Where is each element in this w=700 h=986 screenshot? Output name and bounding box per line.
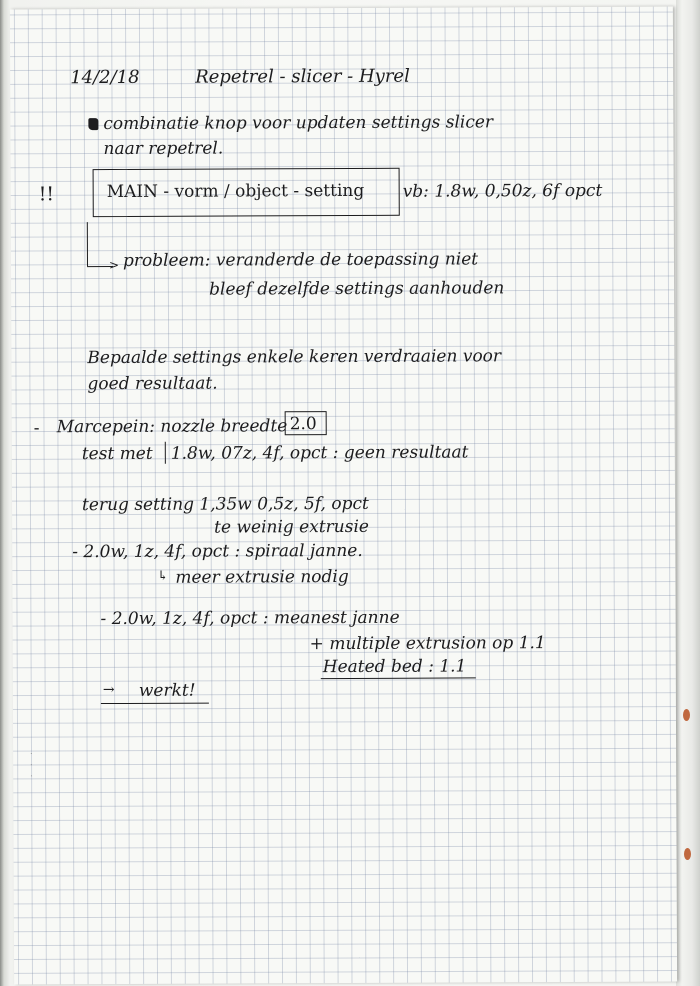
problem-arrow-stem (87, 222, 88, 266)
heated-bed-underline (321, 677, 476, 679)
intro-line-2: naar repetrel. (103, 138, 224, 160)
punch-hole-bottom (684, 848, 691, 860)
attempt-2-note: meer extrusie nodig (175, 566, 349, 588)
attempt-2: - 2.0w, 1z, 4f, opct : spiraal janne. (72, 540, 363, 563)
note-line-1: Bepaalde settings enkele keren verdraaien voor (87, 346, 502, 369)
result-arrow-icon: → (102, 682, 115, 699)
intro-line-1: combinatie knop voor updaten settings slicer (103, 112, 494, 135)
punch-hole-top (683, 709, 690, 721)
result-text: werkt! (138, 680, 196, 701)
problem-line-2: bleef dezelfde settings aanhouden (209, 278, 505, 300)
date: 14/2/18 (70, 66, 140, 89)
test-line-1-prefix: Marcepein: nozzle breedte (56, 416, 288, 438)
test-line-2-prefix: test met (81, 443, 153, 465)
note-line-2: goed resultaat. (87, 373, 218, 395)
filled-bullet-icon (88, 118, 98, 130)
double-exclamation-marks: !! (38, 183, 55, 206)
attempt-3: - 2.0w, 1z, 4f, opct : meanest janne (100, 607, 400, 630)
grid-paper-page (10, 7, 677, 985)
test-line-2-rest: 1.8w, 07z, 4f, opct : geen resultaat (170, 442, 469, 464)
nozzle-value: 2.0 (289, 414, 317, 435)
attempt-3-note-2: Heated bed : 1.1 (322, 656, 467, 678)
result-underline (101, 703, 209, 705)
notebook-spine (676, 0, 700, 986)
problem-arrow-head-icon: > (108, 257, 120, 273)
page-header: Repetrel - slicer - Hyrel (195, 65, 410, 88)
problem-line-1: probleem: veranderde de toepassing niet (122, 249, 479, 271)
example-settings: vb: 1.8w, 0,50z, 6f opct (402, 180, 603, 202)
attempt-2-arrow-icon: ↳ (157, 568, 169, 584)
test-divider (165, 442, 166, 464)
edge-faint-marks: · · · (27, 749, 37, 778)
attempt-1-note: te weinig extrusie (214, 516, 369, 538)
attempt-3-note-1: + multiple extrusion op 1.1 (309, 633, 546, 655)
attempt-1: terug setting 1,35w 0,5z, 5f, opct (81, 493, 369, 516)
test-bullet: - (33, 418, 40, 439)
boxed-label: MAIN - vorm / object - setting (106, 180, 365, 203)
